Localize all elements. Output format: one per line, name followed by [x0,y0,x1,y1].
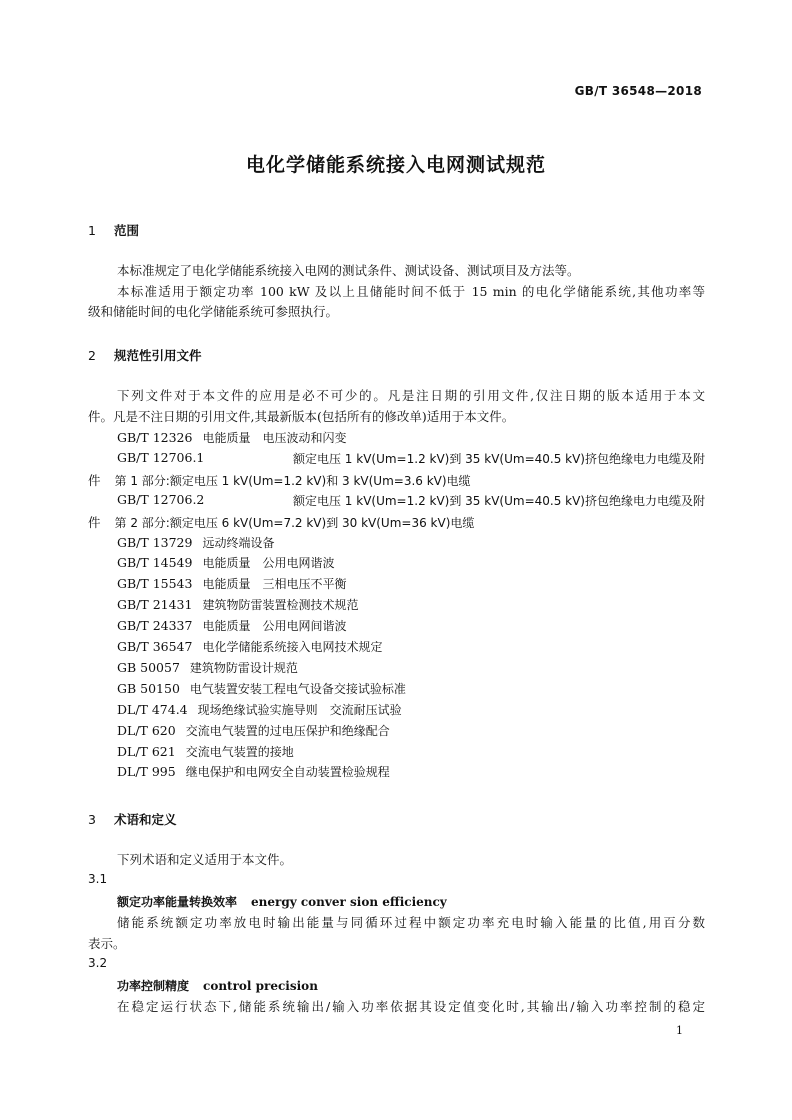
reference-title: 第 1 部分:额定电压 1 kV(Um=1.2 kV)和 3 kV(Um=3.6 kV)电缆 [114,474,471,488]
reference-title: 额定电压 1 kV(Um=1.2 kV)到 35 kV(Um=40.5 kV)挤包绝缘电力电缆及附 [292,494,705,508]
term-english: energy conver sion efficiency [251,895,447,909]
page-number: 1 [676,1024,683,1037]
reference-code: GB/T 24337 [117,618,193,633]
term-chinese: 额定功率能量转换效率 [117,895,238,909]
reference-code: GB 50057 [117,660,180,675]
term-heading [117,893,447,910]
section-number: 1 [88,223,96,238]
section-title: 范围 [114,223,140,238]
reference-title: 第 2 部分:额定电压 6 kV(Um=7.2 kV)到 30 kV(Um=36 kV)电缆 [114,516,475,530]
reference-title: 电化学储能系统接入电网技术规定 [202,640,383,654]
term-chinese: 功率控制精度 [117,979,190,993]
paragraph: 本标准规定了电化学储能系统接入电网的测试条件、测试设备、测试项目及方法等。 [117,263,580,278]
reference-code: GB/T 14549 [117,555,193,570]
reference-code: DL/T 621 [117,744,176,759]
paragraph: 本标准适用于额定功率 100 kW 及以上且储能时间不低于 15 min 的电化学储能系统,其他功率等 [117,284,705,299]
document-title: 电化学储能系统接入电网测试规范 [245,154,546,176]
reference-item [117,743,294,760]
section-title: 术语和定义 [114,812,177,827]
reference-code: GB/T 15543 [117,576,193,591]
reference-item [117,701,402,718]
reference-item [88,513,474,531]
reference-title: 电气装置安装工程电气设备交接试验标准 [189,682,406,696]
paragraph: 下列文件对于本文件的应用是必不可少的。凡是注日期的引用文件,仅注日期的版本适用于本文 [117,388,705,403]
reference-item [117,596,358,613]
reference-item [117,492,705,509]
section-title: 规范性引用文件 [114,348,202,363]
section-3-heading [88,810,177,828]
reference-title: 额定电压 1 kV(Um=1.2 kV)到 35 kV(Um=40.5 kV)挤包绝缘电力电缆及附 [292,452,705,466]
standard-code: GB/T 36548—2018 [574,84,702,98]
reference-code: GB 50150 [117,681,180,696]
section-number: 3 [88,812,96,827]
reference-code: GB/T 12326 [117,430,193,445]
reference-item [117,617,346,634]
term-definition: 储能系统额定功率放电时输出能量与同循环过程中额定功率充电时输入能量的比值,用百分数 [117,915,705,930]
reference-code: DL/T 474.4 [117,702,188,717]
term-definition: 在稳定运行状态下,储能系统输出/输入功率依据其设定值变化时,其输出/输入功率控制的稳定 [117,999,705,1014]
section-1-heading [88,221,139,239]
reference-title: 电能质量 公用电网间谐波 [202,619,347,633]
reference-title: 电能质量 三相电压不平衡 [202,577,347,591]
section-number: 2 [88,348,96,363]
reference-item [117,554,334,571]
reference-title: 建筑物防雷装置检测技术规范 [202,598,359,612]
reference-title: 继电保护和电网安全自动装置检验规程 [185,765,390,779]
reference-title: 交流电气装置的过电压保护和绝缘配合 [185,724,390,738]
reference-item [117,450,705,467]
term-heading [117,977,318,994]
term-definition-continuation: 表示。 [88,936,126,951]
reference-item [117,534,274,551]
reference-title: 电能质量 公用电网谐波 [202,556,335,570]
reference-code: DL/T 995 [117,764,176,779]
reference-item [117,575,346,592]
term-number: 3.2 [88,956,108,970]
reference-code: GB/T 12706.2 [117,492,205,507]
reference-item [117,659,298,676]
reference-title: 电能质量 电压波动和闪变 [202,431,347,445]
reference-code: 件 [88,515,101,530]
paragraph-continuation: 级和储能时间的电化学储能系统可参照执行。 [88,304,339,319]
reference-item [88,471,471,489]
reference-item [117,680,406,697]
paragraph: 下列术语和定义适用于本文件。 [117,852,293,867]
reference-title: 交流电气装置的接地 [185,745,294,759]
reference-code: GB/T 12706.1 [117,450,205,465]
reference-title: 远动终端设备 [202,536,275,550]
reference-item [117,763,390,780]
reference-code: GB/T 21431 [117,597,193,612]
reference-item [117,722,390,739]
reference-title: 建筑物防雷设计规范 [189,661,298,675]
term-english: control precision [203,979,318,993]
section-2-heading [88,346,202,364]
reference-code: 件 [88,473,101,488]
term-number: 3.1 [88,872,108,886]
reference-code: GB/T 13729 [117,535,193,550]
reference-code: GB/T 36547 [117,639,193,654]
reference-item [117,429,346,446]
reference-title: 现场绝缘试验实施导则 交流耐压试验 [197,703,402,717]
reference-item [117,638,382,655]
reference-code: DL/T 620 [117,723,176,738]
paragraph-continuation: 件。凡是不注日期的引用文件,其最新版本(包括所有的修改单)适用于本文件。 [88,409,515,424]
